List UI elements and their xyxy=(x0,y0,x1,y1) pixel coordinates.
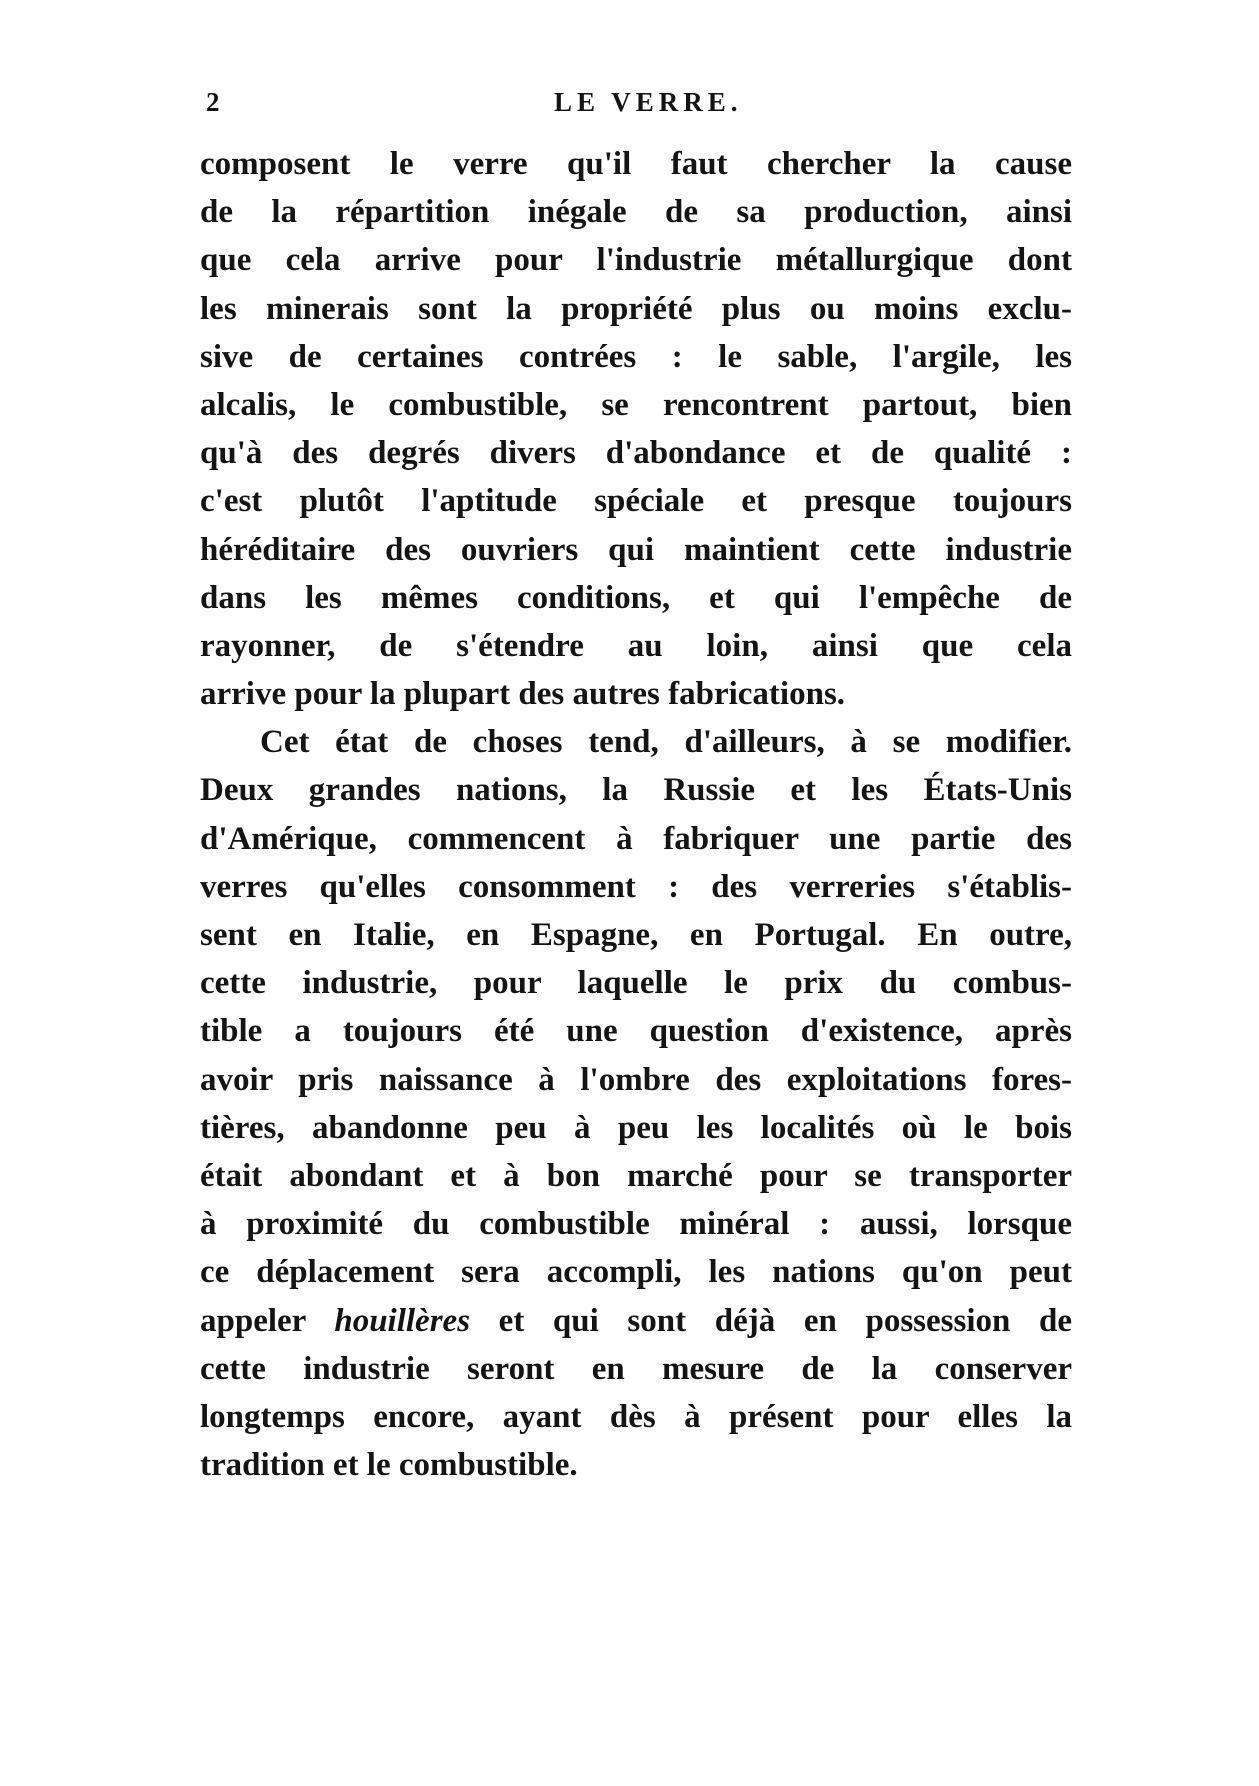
text-line: alcalis, le combustible, se rencontrent partout, bien xyxy=(200,386,1072,423)
text-line: les minerais sont la propriété plus ou moins exclu- xyxy=(200,290,1072,327)
text-segment: et qui sont déjà en possession de xyxy=(470,1302,1072,1339)
italic-term: houillères xyxy=(334,1302,471,1339)
running-title: LE VERRE. xyxy=(554,87,743,117)
text-line: de la répartition inégale de sa production, ainsi xyxy=(200,194,1072,231)
text-line: à proximité du combustible minéral : aussi, lorsque xyxy=(200,1206,1072,1243)
text-line: cette industrie, pour laquelle le prix du combus- xyxy=(200,965,1072,1002)
text-line: verres qu'elles consomment : des verreries s'établis- xyxy=(200,868,1072,905)
text-line: Deux grandes nations, la Russie et les États-Unis xyxy=(200,772,1072,809)
text-line: que cela arrive pour l'industrie métallurgique dont xyxy=(200,242,1072,279)
text-line: rayonner, de s'étendre au loin, ainsi que cela xyxy=(200,627,1072,664)
text-line: d'Amérique, commencent à fabriquer une partie des xyxy=(200,820,1072,857)
text-line: dans les mêmes conditions, et qui l'empêche de xyxy=(200,579,1072,616)
text-line: composent le verre qu'il faut chercher la cause xyxy=(200,146,1072,182)
text-line: tible a toujours été une question d'existence, après xyxy=(200,1013,1072,1050)
page-number: 2 xyxy=(206,87,220,117)
text-line: Cet état de choses tend, d'ailleurs, à se modifier. xyxy=(260,724,1072,761)
running-head xyxy=(206,82,1070,122)
text-line: c'est plutôt l'aptitude spéciale et presque toujours xyxy=(200,483,1072,520)
text-line: ce déplacement sera accompli, les nations qu'on peut xyxy=(200,1254,1072,1291)
text-line: qu'à des degrés divers d'abondance et de qualité : xyxy=(200,435,1072,472)
text-line: sive de certaines contrées : le sable, l'argile, les xyxy=(200,338,1072,375)
paragraph-1 xyxy=(200,140,1072,718)
text-segment: appeler xyxy=(200,1302,335,1339)
text-line: héréditaire des ouvriers qui maintient cette industrie xyxy=(200,531,1072,568)
text-line: avoir pris naissance à l'ombre des exploitations fores- xyxy=(200,1061,1072,1098)
text-line: cette industrie seront en mesure de la conserver xyxy=(200,1350,1072,1387)
text-line: était abondant et à bon marché pour se transporter xyxy=(200,1157,1072,1194)
paragraph-2 xyxy=(200,718,1072,1489)
text-line: longtemps encore, ayant dès à présent pour elles la xyxy=(200,1398,1072,1435)
text-line: tradition et le combustible. xyxy=(200,1447,578,1484)
text-line-with-italic xyxy=(200,1297,1072,1345)
text-line: arrive pour la plupart des autres fabrications. xyxy=(200,676,846,713)
body-text xyxy=(200,140,1072,1489)
text-line: sent en Italie, en Espagne, en Portugal. En outre, xyxy=(200,917,1072,953)
text-line: tières, abandonne peu à peu les localités où le bois xyxy=(200,1109,1072,1146)
